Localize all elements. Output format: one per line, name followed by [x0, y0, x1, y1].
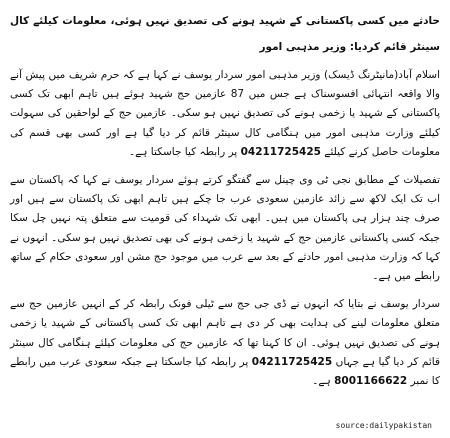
paragraph-3-mid: پر رابطہ کیا جاسکتا ہے جبکہ سعودی عرب میں رابطے کا نمبر [10, 355, 440, 388]
paragraph-3-text: سردار یوسف نے بتایا کہ انہوں نے ڈی جی حج سے ٹیلی فونک رابطہ کر کے انہیں عازمین حج سے متعلق معلومات لینے کی ہدایت بھی کر دی ہے تاہم ابھی تک کسی پاکستانی کے شہید یا زخمی ہونے کی تصدیق نہیں ہوئی۔ ان کا کہنا تھا کہ عازمین حج کی معلومات کیلئے ہنگامی کال سینٹر قائم کر دیا گیا ہے جہاں [10, 298, 440, 368]
paragraph-3-phone-2: 8001166622 [334, 375, 408, 388]
article-paragraph-1 [10, 66, 440, 162]
paragraph-1-phone: 04211725425 [240, 145, 321, 158]
source-credit: source:dailypakistan [335, 421, 432, 430]
paragraph-3-tail: ہے۔ [312, 375, 331, 388]
paragraph-1-tail: پر رابطہ کیا جاسکتا ہے۔ [129, 145, 238, 158]
paragraph-3-phone-1: 04211725425 [251, 355, 333, 368]
article-paragraph-2 [10, 171, 440, 286]
paragraph-1-text: اسلام آباد(مانیٹرنگ ڈیسک) وزیر مذہبی امور سردار یوسف نے کہا ہے کہ حرم شریف میں پیش آنے والا واقعہ انتہائی افسوسناک ہے جس میں 87 عازمین حج شہید ہوئے ہیں تاہم ابھی تک کسی پاکستانی کے شہید یا زخمی ہونے کی تصدیق نہیں ہو سکی۔ عازمین حج کے لواحقین کی سہولت کیلئے وزارت مذہبی امور میں ہنگامی کال سینٹر قائم کر دیا گیا ہے اور کسی بھی قسم کی معلومات حاصل کرنے کیلئے [10, 69, 441, 158]
article-paragraph-3 [10, 295, 440, 391]
paragraph-2-text: تفصیلات کے مطابق نجی ٹی وی چینل سے گفتگو کرتے ہوئے سردار یوسف نے کہا کہ پاکستان سے اب تک ایک لاکھ سے زائد عازمین سعودی عرب جا چکے ہیں تاہم ابھی تک پاکستان سے ہیں اور صرف چند ہزار ہی پاکستان میں ہیں۔ ابھی تک شہداء کی قومیت سے متعلق پتہ نہیں چل سکا جبکہ کسی پاکستانی عازمین حج کے شہید یا زخمی ہونے کی بھی تصدیق نہیں ہو سکی۔ انہوں نے کہا کہ وزارت مذہبی امور حادثے کے بعد سے عرب میں موجود حج مشن اور سعودی حکام کے ساتھ رابطے میں ہے۔ [10, 174, 440, 283]
article-headline: حادثے میں کسی پاکستانی کے شہید ہونے کی تصدیق نہیں ہوئی، معلومات کیلئے کال سینٹر قائم کردیا: وزیر مذہبی امور [10, 15, 440, 53]
